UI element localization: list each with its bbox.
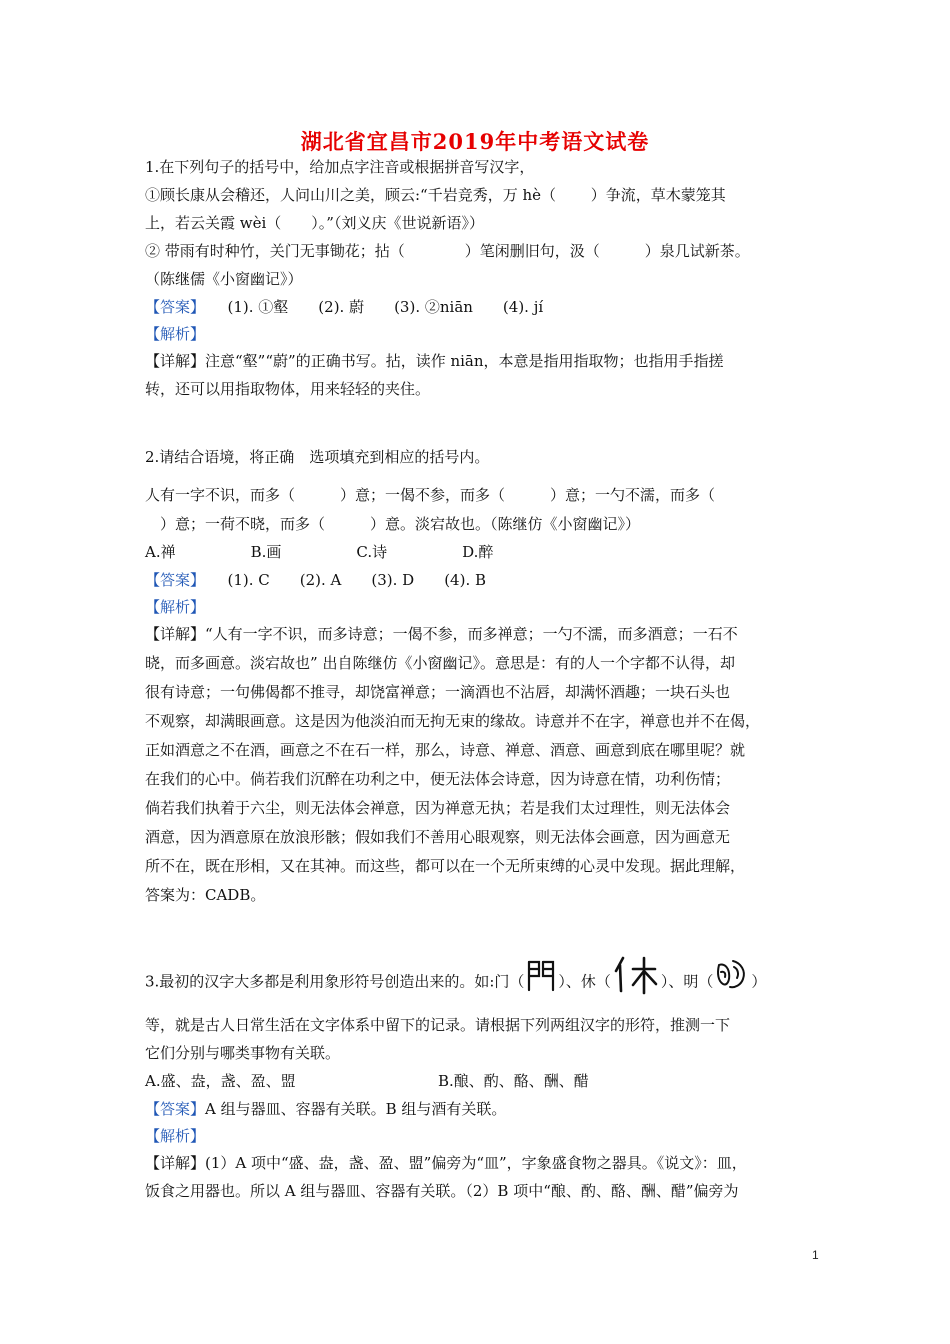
q1-detail-1 xyxy=(145,351,724,371)
q3-detail-1 xyxy=(145,1153,747,1173)
q3-detail-2: 饭食之用器也。所以 A 组与器皿、容器有关联。（2）B 项中“酿、酌、酪、酬、醋”偏旁为 xyxy=(145,1182,739,1200)
q3-prompt-d: ） xyxy=(751,972,767,991)
q1-line-5: （陈继儒《小窗幽记》） xyxy=(145,270,303,288)
q3-prompt-a: 3.最初的汉字大多都是利用象形符号创造出来的。如:门（ xyxy=(145,972,525,991)
q2-detail-2: 晓，而多画意。淡宕故也” 出自陈继仿《小窗幽记》。意思是：有的人一个字都不认得，却 xyxy=(145,654,735,672)
q2-prompt: 2.请结合语境，将正确 选项填充到相应的括号内。 xyxy=(145,448,490,466)
door-pictograph-icon xyxy=(526,958,556,1007)
q3-answer xyxy=(145,1099,506,1119)
q2-line-2: 人有一字不识，而多（ ）意；一偈不参，而多（ ）意；一勺不濡，而多（ xyxy=(145,486,716,504)
detail-tag: 【详解】 xyxy=(145,1154,206,1172)
q3-analysis-tag: 【解析】 xyxy=(145,1127,206,1145)
q3-answer-text: A 组与器皿、容器有关联。B 组与酒有关联。 xyxy=(205,1100,507,1118)
q2-detail-1 xyxy=(145,624,738,644)
q2-detail-text: “人有一字不识，而多诗意；一偈不参，而多禅意；一勺不濡，而多酒意；一石不 xyxy=(205,625,738,643)
q1-analysis-tag: 【解析】 xyxy=(145,325,206,343)
q2-detail-9: 所不在，既在形相，又在其神。而这些，都可以在一个无所束缚的心灵中发现。据此理解， xyxy=(145,857,746,875)
q2-detail-6: 在我们的心中。倘若我们沉醉在功利之中，便无法体会诗意，因为诗意在情，功利伤情； xyxy=(145,770,731,788)
q1-line-3: 上，若云关霞 wèi（ ）。”（刘义庆《世说新语》） xyxy=(145,214,484,232)
page-title: 湖北省宜昌市2019年中考语文试卷 xyxy=(300,129,650,154)
q3-line-3: 它们分别与哪类事物有关联。 xyxy=(145,1044,341,1062)
q2-detail-8: 酒意，因为酒意原在放浪形骸；假如我们不善用心眼观察，则无法体会画意，因为画意无 xyxy=(145,828,731,846)
q2-detail-5: 正如酒意之不在酒，画意之不在石一样，那么，诗意、禅意、酒意、画意到底在哪里呢？就 xyxy=(145,741,746,759)
q3-option-a: A.盛、盎，盏、盈、盟 xyxy=(145,1072,296,1090)
q1-detail-2: 转，还可以用指取物体，用来轻轻的夹住。 xyxy=(145,380,431,398)
q1-answer xyxy=(145,297,543,317)
q1-prompt: 1.在下列句子的括号中，给加点字注音或根据拼音写汉字， xyxy=(145,158,535,176)
q2-answer xyxy=(145,570,486,590)
answer-tag: 【答案】 xyxy=(145,1100,206,1118)
q3-prompt-c: ）、明（ xyxy=(660,972,714,991)
q1-detail-text: 注意“壑”“蔚”的正确书写。拈，读作 niān，本意是指用指取物；也指用手指搓 xyxy=(205,352,724,370)
q1-answer-text: (1). ①壑 (2). 蔚 (3). ②niān (4). jí xyxy=(197,298,544,316)
page-number: 1 xyxy=(812,1248,819,1262)
q3-option-b: B.酿、酌、酪、酬、醋 xyxy=(438,1072,589,1090)
q3-prompt-b: ）、休（ xyxy=(558,972,611,991)
q1-line-4: ② 带雨有时种竹，关门无事锄花；拈（ ）笔闲删旧句，汲（ ）泉几试新茶。 xyxy=(145,242,750,260)
q2-answer-text: (1). C (2). A (3). D (4). B xyxy=(197,571,487,589)
q2-options: A.禅 B.画 C.诗 D.醉 xyxy=(145,543,494,561)
detail-tag: 【详解】 xyxy=(145,352,206,370)
q3-detail-text: (1）A 项中“盛、盎，盏、盈、盟”偏旁为“皿”，字象盛食物之器具。《说文》：皿， xyxy=(205,1154,747,1172)
answer-tag: 【答案】 xyxy=(145,571,198,589)
q2-detail-10: 答案为：CADB。 xyxy=(145,886,266,904)
q2-detail-3: 很有诗意；一句佛偈都不推寻，却饶富禅意；一滴酒也不沾唇，却满怀酒趣；一块石头也 xyxy=(145,683,731,701)
detail-tag: 【详解】 xyxy=(145,625,206,643)
q3-line-2: 等，就是古人日常生活在文字体系中留下的记录。请根据下列两组汉字的形符，推测一下 xyxy=(145,1016,731,1034)
rest-pictograph-icon xyxy=(613,955,659,1010)
q2-line-3: ）意；一荷不晓，而多（ ）意。淡宕故也。（陈继仿《小窗幽记》） xyxy=(145,515,641,533)
q2-analysis-tag: 【解析】 xyxy=(145,598,206,616)
q3-prompt xyxy=(145,955,766,995)
q2-detail-4: 不观察，却满眼画意。这是因为他淡泊而无拘无束的缘故。诗意并不在字，禅意也并不在偈， xyxy=(145,712,761,730)
q1-line-2: ①顾长康从会稽还，人问山川之美，顾云:“千岩竞秀，万 hè（ ）争流，草木蒙笼其 xyxy=(145,186,726,204)
q2-detail-7: 倘若我们执着于六尘，则无法体会禅意，因为禅意无执；若是我们太过理性，则无法体会 xyxy=(145,799,731,817)
bright-pictograph-icon xyxy=(715,957,749,1008)
answer-tag: 【答案】 xyxy=(145,298,198,316)
